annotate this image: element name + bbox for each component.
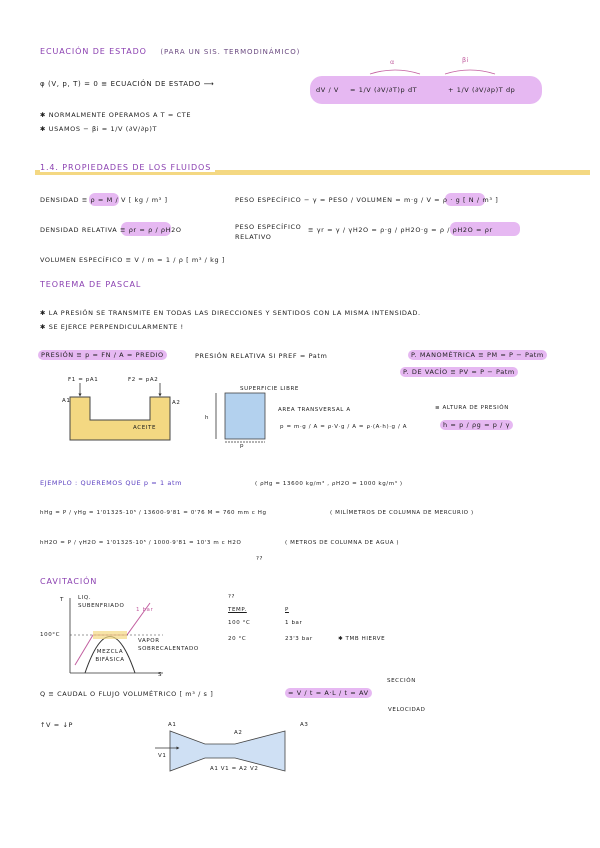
h2o-note: ( METROS DE COLUMNA DE AGUA ) xyxy=(285,540,400,546)
seccion-label: SECCIÓN xyxy=(387,678,416,684)
axis-s: S xyxy=(158,672,163,678)
area-transversal-label: AREA TRANSVERSAL A xyxy=(278,407,351,413)
peso-esp-rel-eq: ≡ γr = γ / γH2O = ρ·g / ρH2O·g = ρ / ρH2O = ρr xyxy=(308,226,493,234)
axis-t: T xyxy=(60,597,64,603)
presion-manometrica: P. MANOMÉTRICA ≡ PM = P − Patm xyxy=(408,350,547,360)
alpha-term: = 1/V (∂V/∂T)p dT xyxy=(350,86,418,94)
presion-columna-eq: p = m·g / A = ρ·V·g / A = ρ·(A·h)·g / A xyxy=(280,424,408,430)
h2o-eq: hH2O = P / γH2O = 1'01325·10⁵ / 1000·9'81 = 10'3 m c H2O xyxy=(40,540,242,546)
presion-relativa: PRESIÓN RELATIVA SI PREF = Patm xyxy=(195,352,328,360)
subtitle-text: (PARA UN SIS. TERMODINÁMICO) xyxy=(160,48,301,56)
liq-sub-label: LIQ. SUBENFRIADO xyxy=(78,595,125,609)
hundred-label: 100°C xyxy=(40,632,61,638)
h2o-question: ?? xyxy=(256,556,264,562)
section-title-cavitacion: CAVITACIÓN xyxy=(40,577,98,586)
row1-p: 1 bar xyxy=(285,620,303,626)
vapor-label: VAPOR SOBRECALENTADO xyxy=(138,638,199,652)
a2-label: A2 xyxy=(172,400,181,406)
venturi-a2: A2 xyxy=(234,730,243,736)
table-question: ?? xyxy=(228,594,236,600)
caudal-eq: = V / t = A·L / t = AV xyxy=(285,688,372,698)
peso-especifico-line: PESO ESPECÍFICO − γ = PESO / VOLUMEN = m·g / V = ρ · g [ N / m³ ] xyxy=(235,196,499,204)
a1-label: A1 xyxy=(62,398,71,404)
f1-label: F1 = pA1 xyxy=(68,377,99,383)
title-text: ECUACIÓN DE ESTADO xyxy=(40,47,147,56)
densidad-line: DENSIDAD ≡ ρ = M / V [ kg / m³ ] xyxy=(40,196,168,204)
section-title-propiedades: 1.4. PROPIEDADES DE LOS FLUIDOS xyxy=(40,163,215,172)
tv-rule: ↑V = ↓P xyxy=(40,721,74,729)
volumen-especifico-line: VOLUMEN ESPECÍFICO ≡ V / m = 1 / ρ [ m³ / kg ] xyxy=(40,256,226,264)
section-title-pascal: TEOREMA DE PASCAL xyxy=(40,280,142,289)
row2-p: 23'3 bar xyxy=(285,636,313,642)
table-head-p: P xyxy=(285,607,289,613)
altura-presion-label: ≡ ALTURA DE PRESIÓN xyxy=(435,405,509,411)
continuity-eq: A1 V1 = A2 V2 xyxy=(210,766,259,772)
presion-definicion: PRESIÓN ≡ p = FN / A = PREDIO xyxy=(38,350,167,360)
f2-label: F2 = pA2 xyxy=(128,377,159,383)
presion-vacio: P. DE VACÍO ≡ PV = P − Patm xyxy=(400,367,518,377)
beta-label: βi xyxy=(462,56,470,64)
pascal-line2: ✱ SE EJERCE PERPENDICULARMENTE ! xyxy=(40,323,184,331)
row2-note: ✱ TMB HIERVE xyxy=(338,636,386,642)
hg-note: ( MILÍMETROS DE COLUMNA DE MERCURIO ) xyxy=(330,510,474,516)
densidad-relativa-line: DENSIDAD RELATIVA ≡ ρr = ρ / ρH2O xyxy=(40,226,182,234)
h-label: h xyxy=(205,415,210,421)
mezcla-label: MEZCLA BIFÁSICA xyxy=(95,649,125,663)
beta-term: + 1/V (∂V/∂p)T dp xyxy=(448,86,516,94)
hg-eq: hHg = P / γHg = 1'01325·10⁵ / 13600·9'81 = 0'76 M = 760 mm c Hg xyxy=(40,510,267,516)
section-title-ecuacion-estado xyxy=(40,47,300,56)
dv-term: dV / V xyxy=(316,86,339,94)
aceite-label: ACEITE xyxy=(133,425,157,431)
peso-esp-rel-label: PESO ESPECÍFICO RELATIVO xyxy=(235,223,302,241)
alpha-label: α xyxy=(390,58,395,66)
caudal-label: Q ≡ CAUDAL O FLUJO VOLUMÉTRICO [ m³ / s ] xyxy=(40,690,214,698)
p-label: p xyxy=(240,443,245,449)
one-bar-label: 1 bar xyxy=(136,607,154,613)
note-beta: ✱ USAMOS − βi = 1/V (∂V/∂p)T xyxy=(40,125,158,133)
venturi-a1: A1 xyxy=(168,722,177,728)
venturi-a3: A3 xyxy=(300,722,309,728)
superficie-libre-label: SUPERFICIE LIBRE xyxy=(240,386,299,392)
densidades-line: ( ρHg = 13600 kg/m³ , ρH2O = 1000 kg/m³ ) xyxy=(255,481,403,487)
ecuacion-diferencial xyxy=(310,58,550,108)
note-temperatura: ✱ NORMALMENTE OPERAMOS A T = CTE xyxy=(40,111,192,119)
velocidad-label: VELOCIDAD xyxy=(388,707,426,713)
row1-temp: 100 °C xyxy=(228,620,251,626)
row2-temp: 20 °C xyxy=(228,636,247,642)
altura-presion-eq: h = p / ρg = p / γ xyxy=(440,420,513,430)
ejemplo-line: EJEMPLO : QUEREMOS QUE p = 1 atm xyxy=(40,479,183,487)
venturi-v1: V1 xyxy=(158,753,167,759)
aceite-diagram xyxy=(40,375,200,445)
ecuacion-estado-line: φ (V, p, T) = 0 ≡ ECUACIÓN DE ESTADO ⟶ xyxy=(40,80,215,88)
pascal-line1: ✱ LA PRESIÓN SE TRANSMITE EN TODAS LAS DIRECCIONES Y SENTIDOS CON LA MISMA INTENSIDAD. xyxy=(40,309,421,317)
table-head-temp: TEMP. xyxy=(228,607,247,613)
ecuacion-diferencial-svg xyxy=(310,58,550,108)
columna-diagram xyxy=(210,388,270,448)
